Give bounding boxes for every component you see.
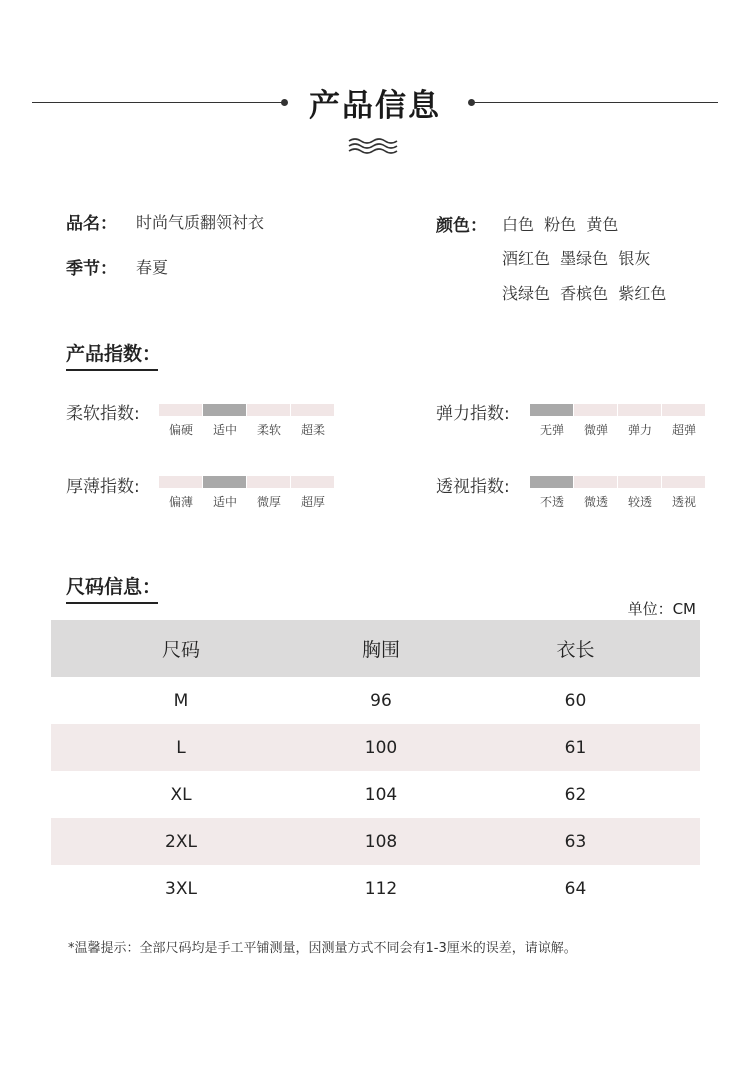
header-line-right <box>474 102 718 103</box>
softness-opt-3: 柔软 <box>256 423 281 437</box>
transparency-seg-3 <box>618 476 661 488</box>
softness-label: 柔软指数: <box>66 404 140 424</box>
elasticity-opt-4: 超弹 <box>671 423 696 437</box>
thickness-opt-3: 微厚 <box>256 495 281 509</box>
thickness-label: 厚薄指数: <box>66 477 140 497</box>
softness-options <box>159 421 335 438</box>
softness-seg-4 <box>291 404 334 416</box>
cell-size: L <box>176 737 186 758</box>
color-line-3: 浅绿色 香槟色 紫红色 <box>502 284 667 303</box>
wave-decoration-icon <box>345 136 405 156</box>
season-value: 春夏 <box>136 258 169 277</box>
header-size: 尺码 <box>161 639 200 661</box>
cell-chest: 112 <box>364 878 398 899</box>
transparency-opt-4: 透视 <box>671 495 696 509</box>
elasticity-seg-3 <box>618 404 661 416</box>
softness-bar <box>159 404 334 416</box>
color-label: 颜色： <box>436 216 487 236</box>
header-chest: 胸围 <box>361 639 400 661</box>
thickness-bar <box>159 476 334 488</box>
softness-seg-3 <box>247 404 290 416</box>
cell-length: 63 <box>564 831 587 852</box>
measurement-note: *温馨提示：全部尺码均是手工平铺测量，因测量方式不同会有1-3厘米的误差，请谅解。 <box>68 941 577 956</box>
unit-label: 单位：CM <box>627 600 696 618</box>
elasticity-seg-4 <box>662 404 705 416</box>
elasticity-seg-1 <box>530 404 573 416</box>
thickness-seg-2 <box>203 476 246 488</box>
cell-size: 3XL <box>165 878 197 899</box>
softness-seg-1 <box>159 404 202 416</box>
cell-length: 60 <box>564 690 587 711</box>
page-title: 产品信息 <box>309 88 441 124</box>
transparency-opt-3: 较透 <box>627 495 652 509</box>
softness-seg-2 <box>203 404 246 416</box>
cell-chest: 96 <box>370 690 392 711</box>
cell-chest: 108 <box>364 831 398 852</box>
indices-title-underline <box>66 369 158 371</box>
thickness-seg-3 <box>247 476 290 488</box>
transparency-bar <box>530 476 705 488</box>
elasticity-opt-3: 弹力 <box>627 423 652 437</box>
cell-length: 64 <box>564 878 587 899</box>
table-row <box>51 677 700 724</box>
cell-length: 62 <box>564 784 587 805</box>
table-row <box>51 818 700 865</box>
thickness-options <box>159 493 335 510</box>
thickness-opt-2: 适中 <box>212 495 237 509</box>
transparency-opt-1: 不透 <box>539 495 564 509</box>
elasticity-opt-1: 无弹 <box>539 423 564 437</box>
elasticity-options <box>530 421 706 438</box>
season-label: 季节： <box>66 259 117 279</box>
cell-chest: 100 <box>364 737 398 758</box>
size-title: 尺码信息： <box>66 576 162 598</box>
softness-opt-2: 适中 <box>212 423 237 437</box>
thickness-seg-1 <box>159 476 202 488</box>
transparency-seg-2 <box>574 476 617 488</box>
cell-size: 2XL <box>165 831 197 852</box>
table-row <box>51 724 700 771</box>
thickness-seg-4 <box>291 476 334 488</box>
elasticity-seg-2 <box>574 404 617 416</box>
elasticity-bar <box>530 404 705 416</box>
size-table-header <box>51 620 700 677</box>
cell-size: XL <box>170 784 192 805</box>
transparency-seg-1 <box>530 476 573 488</box>
cell-length: 61 <box>564 737 587 758</box>
cell-chest: 104 <box>364 784 398 805</box>
transparency-opt-2: 微透 <box>583 495 608 509</box>
size-table <box>51 620 700 912</box>
elasticity-opt-2: 微弹 <box>583 423 608 437</box>
thickness-opt-4: 超厚 <box>300 495 325 509</box>
transparency-options <box>530 493 706 510</box>
transparency-seg-4 <box>662 476 705 488</box>
name-value: 时尚气质翻领衬衣 <box>136 213 265 232</box>
table-row <box>51 771 700 818</box>
size-title-underline <box>66 602 158 604</box>
softness-opt-1: 偏硬 <box>168 423 193 437</box>
indices-title: 产品指数： <box>66 343 162 365</box>
header-length: 衣长 <box>556 639 595 661</box>
name-label: 品名： <box>66 214 117 234</box>
thickness-opt-1: 偏薄 <box>168 495 193 509</box>
color-line-2: 酒红色 墨绿色 银灰 <box>502 249 651 268</box>
table-row <box>51 865 700 912</box>
color-line-1: 白色 粉色 黄色 <box>502 215 619 234</box>
cell-size: M <box>173 690 189 711</box>
transparency-label: 透视指数: <box>436 477 510 497</box>
elasticity-label: 弹力指数: <box>436 404 510 424</box>
softness-opt-4: 超柔 <box>300 423 325 437</box>
